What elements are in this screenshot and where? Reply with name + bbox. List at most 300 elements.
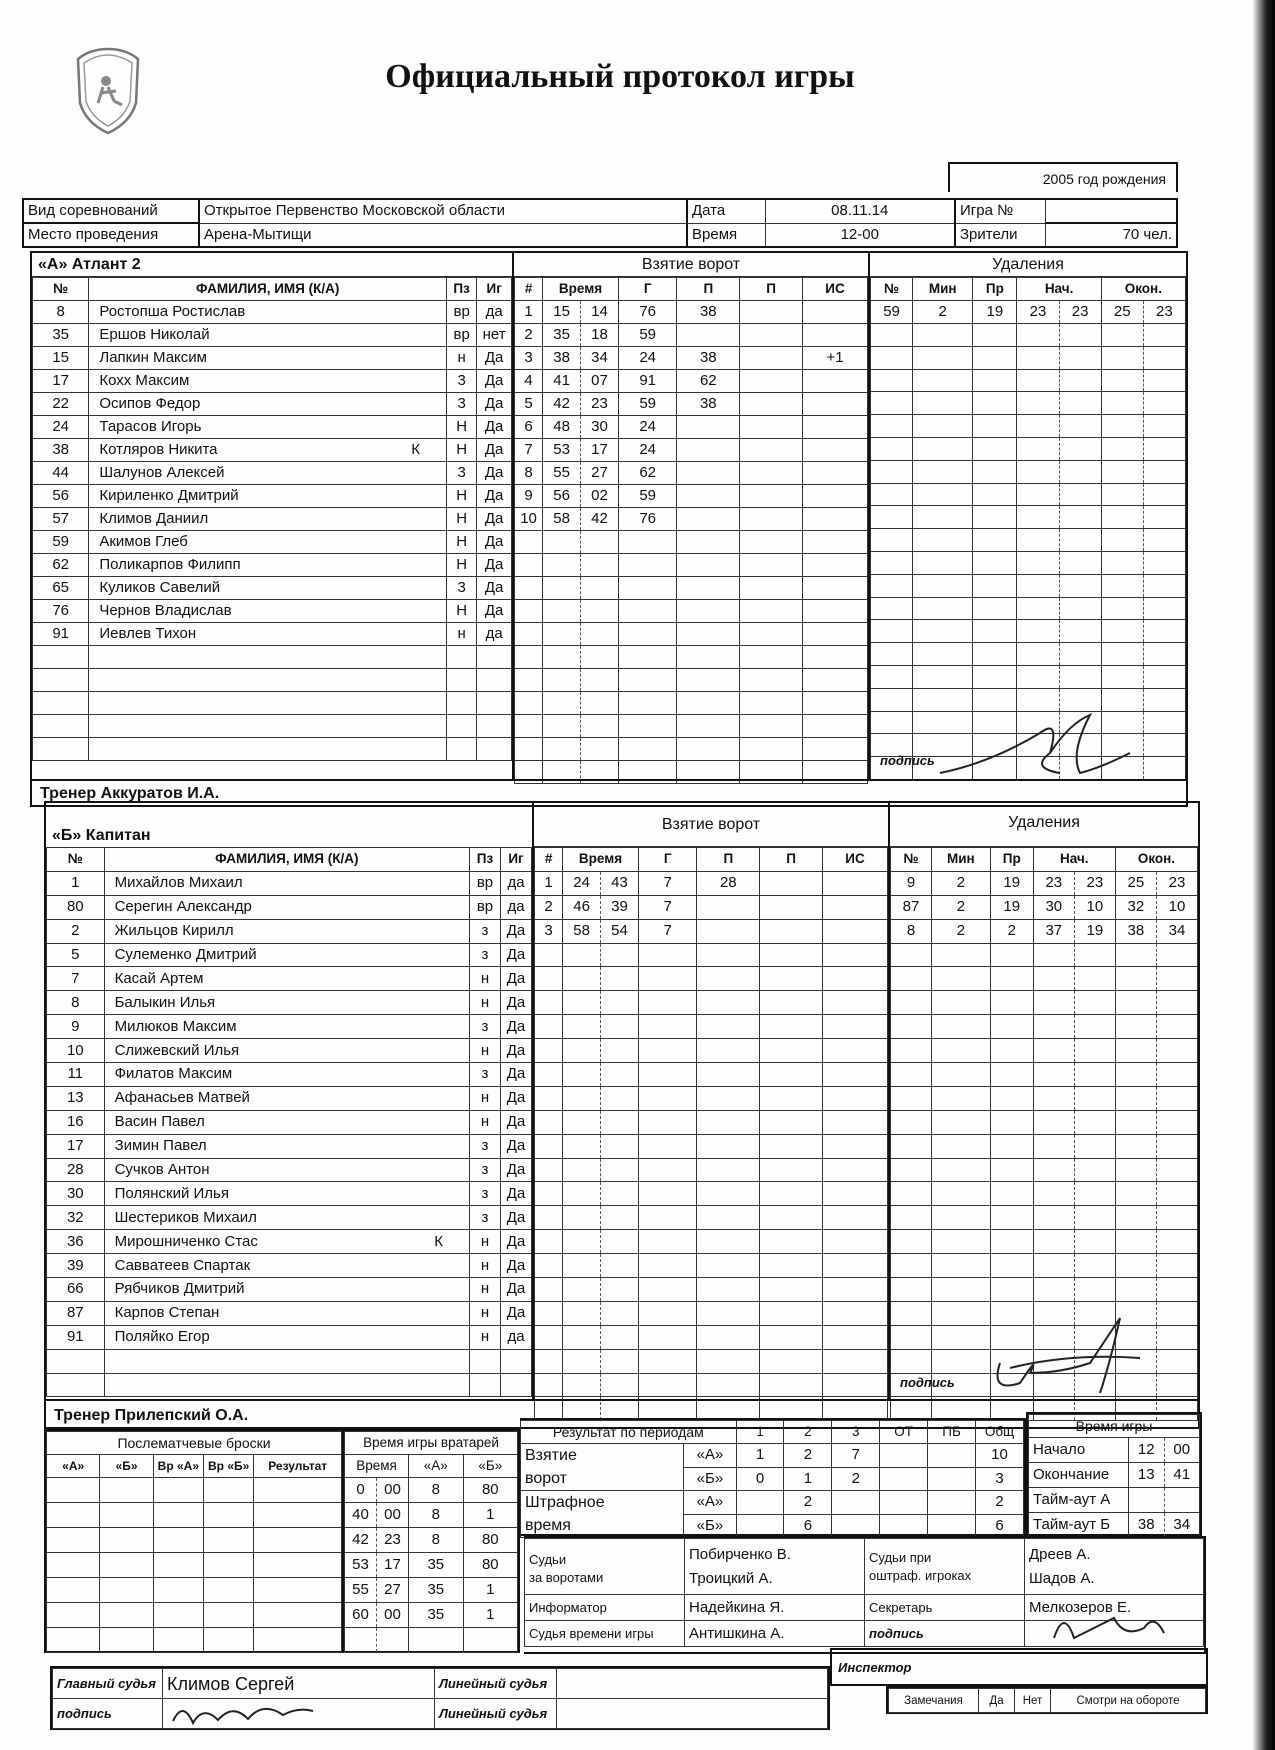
goalie-time-box xyxy=(344,1429,520,1653)
pen-number xyxy=(891,1325,932,1349)
pen-end-sec xyxy=(1156,1015,1197,1039)
table-row xyxy=(535,919,888,943)
table-row xyxy=(891,1230,1198,1254)
pen-number xyxy=(871,460,913,483)
team-a-goals xyxy=(512,253,868,779)
goals-col-1: Время xyxy=(563,848,639,872)
goalie-change-min: 42 xyxy=(345,1528,377,1553)
pen-start-sec xyxy=(1074,1039,1115,1063)
player-position: н xyxy=(446,623,476,646)
time-label: Время xyxy=(687,223,765,247)
goal-assist-1 xyxy=(677,485,740,508)
pen-reason: 19 xyxy=(990,895,1033,919)
table-row xyxy=(891,1182,1198,1206)
table-row xyxy=(33,692,512,715)
goal-scorer xyxy=(618,623,676,646)
goal-scorer xyxy=(618,531,676,554)
player-played xyxy=(477,646,512,669)
shootout-cell xyxy=(100,1478,153,1503)
player-position: вр xyxy=(446,324,476,347)
player-name xyxy=(104,871,469,895)
goal-second xyxy=(581,600,619,623)
pen-reason xyxy=(990,991,1033,1015)
pen-number xyxy=(871,597,913,620)
player-name xyxy=(104,1301,469,1325)
player-played: Да xyxy=(500,943,531,967)
pen-end-min xyxy=(1101,529,1143,552)
goal-minute xyxy=(563,1015,601,1039)
goal-second xyxy=(601,1086,639,1110)
table-row xyxy=(47,1528,342,1553)
shootout-cell xyxy=(47,1528,100,1553)
pen-start-sec xyxy=(1059,437,1101,460)
goal-assist-2 xyxy=(760,1110,823,1134)
pen-end-sec xyxy=(1156,1039,1197,1063)
pen-end-sec xyxy=(1143,620,1185,643)
player-played xyxy=(500,1373,531,1397)
table-row xyxy=(33,485,512,508)
goal-assist-2 xyxy=(740,715,803,738)
goal-assist-2 xyxy=(740,485,803,508)
pen-start-min xyxy=(1017,529,1059,552)
pen-minutes: 2 xyxy=(932,871,991,895)
player-number: 17 xyxy=(33,370,89,393)
player-number: 35 xyxy=(33,324,89,347)
table-row xyxy=(891,871,1198,895)
pen-start-min xyxy=(1017,597,1059,620)
shootout-cell xyxy=(100,1603,153,1628)
player-name xyxy=(89,301,447,324)
referee-sign-label: подпись xyxy=(53,1699,163,1729)
goalies-col-time: Время xyxy=(345,1455,409,1478)
player-number: 10 xyxy=(47,1039,105,1063)
player-name-text: Михайлов Михаил xyxy=(114,874,243,892)
goal-assist-2 xyxy=(740,623,803,646)
team-a-roster xyxy=(32,253,512,802)
pen-col-0: № xyxy=(891,848,932,872)
periods-value: 6 xyxy=(784,1514,832,1538)
goal-minute xyxy=(563,1373,601,1397)
player-number: 32 xyxy=(47,1206,105,1230)
informer-name: Надейкина Я. xyxy=(685,1595,865,1621)
pen-end-min: 25 xyxy=(1101,301,1143,324)
goal-scorer: 7 xyxy=(638,919,696,943)
periods-value: 7 xyxy=(832,1444,880,1468)
periods-row-label: ворот xyxy=(521,1467,684,1491)
player-number: 65 xyxy=(33,577,89,600)
goal-assist-2 xyxy=(740,439,803,462)
pen-minutes xyxy=(913,437,973,460)
goal-assist-1 xyxy=(697,967,760,991)
table-row xyxy=(47,1478,342,1503)
player-position: 3 xyxy=(446,393,476,416)
pen-reason xyxy=(973,324,1017,347)
player-name-text: Котляров Никита xyxy=(99,441,218,458)
pen-number xyxy=(871,620,913,643)
goal-situation: +1 xyxy=(802,347,867,370)
goal-assist-1 xyxy=(697,1182,760,1206)
goal-assist-2 xyxy=(740,577,803,600)
goal-second xyxy=(581,577,619,600)
pen-end-min xyxy=(1115,1206,1156,1230)
date-value: 08.11.14 xyxy=(765,199,955,223)
goal-minute: 15 xyxy=(543,301,581,324)
goal-assist-1 xyxy=(697,1278,760,1302)
goal-number: 8 xyxy=(515,462,543,485)
goal-scorer: 7 xyxy=(638,871,696,895)
table-row xyxy=(535,1301,888,1325)
pen-end-min xyxy=(1101,460,1143,483)
player-name xyxy=(89,393,447,416)
pen-end-min xyxy=(1101,665,1143,688)
goal-judge-2: Троицкий А. xyxy=(689,1569,773,1587)
player-name-text: Шестериков Михаил xyxy=(114,1208,257,1226)
goal-assist-1 xyxy=(697,895,760,919)
team-b-penalties xyxy=(888,803,1198,1399)
gametime-sec xyxy=(1164,1488,1200,1513)
pen-end-min xyxy=(1101,369,1143,392)
goal-assist-1 xyxy=(697,1349,760,1373)
goal-assist-1 xyxy=(677,623,740,646)
goal-assist-1 xyxy=(677,669,740,692)
pen-end-min xyxy=(1101,346,1143,369)
pen-reason xyxy=(990,1230,1033,1254)
pen-number xyxy=(871,437,913,460)
table-row xyxy=(515,301,868,324)
gametime-min: 13 xyxy=(1129,1463,1165,1488)
goal-minute: 42 xyxy=(543,393,581,416)
pen-minutes xyxy=(913,346,973,369)
pen-end-min xyxy=(1115,1254,1156,1278)
pen-start-min: 23 xyxy=(1033,871,1074,895)
pen-end-sec xyxy=(1143,643,1185,666)
goal-minute xyxy=(563,1158,601,1182)
goal-situation xyxy=(822,1278,887,1302)
roster-col-2: Пз xyxy=(446,278,476,301)
pen-end-sec xyxy=(1143,369,1185,392)
shootout-cell xyxy=(204,1478,254,1503)
pen-number xyxy=(891,967,932,991)
shootout-cell xyxy=(254,1503,342,1528)
shootout-col-3: Вр «Б» xyxy=(204,1455,254,1478)
periods-value xyxy=(880,1467,928,1491)
table-row xyxy=(871,369,1186,392)
pen-start-sec xyxy=(1059,415,1101,438)
remarks-no[interactable]: Нет xyxy=(1015,1689,1051,1713)
pen-col-3: Нач. xyxy=(1017,278,1101,301)
table-row xyxy=(345,1628,518,1653)
goalie-change-sec: 27 xyxy=(377,1578,409,1603)
shootout-cell xyxy=(204,1503,254,1528)
player-position: вр xyxy=(446,301,476,324)
pen-end-sec xyxy=(1156,1086,1197,1110)
pen-number xyxy=(891,1182,932,1206)
table-row xyxy=(515,692,868,715)
pen-start-sec xyxy=(1074,1254,1115,1278)
table-row xyxy=(871,437,1186,460)
player-position xyxy=(446,715,476,738)
goal-second: 18 xyxy=(581,324,619,347)
pen-end-sec xyxy=(1143,415,1185,438)
player-name-text: Поляйко Егор xyxy=(114,1328,210,1346)
periods-header xyxy=(521,1421,1024,1444)
goalies-title: Время игры вратарей xyxy=(345,1432,518,1455)
gametime-header xyxy=(1029,1415,1200,1438)
goal-minute xyxy=(543,715,581,738)
pen-end-min xyxy=(1115,1086,1156,1110)
goal-assist-2 xyxy=(760,967,823,991)
player-played: Да xyxy=(500,919,531,943)
player-played: да xyxy=(500,1325,531,1349)
goal-scorer xyxy=(638,991,696,1015)
player-position xyxy=(446,738,476,761)
pen-start-sec xyxy=(1074,1206,1115,1230)
pen-col-1: Мин xyxy=(913,278,973,301)
pen-minutes xyxy=(913,620,973,643)
pen-end-sec: 23 xyxy=(1156,871,1197,895)
table-row xyxy=(891,1039,1198,1063)
player-played: нет xyxy=(477,324,512,347)
shootout-cell xyxy=(204,1603,254,1628)
player-name xyxy=(89,324,447,347)
player-position: н xyxy=(469,1301,500,1325)
goal-assist-2 xyxy=(760,895,823,919)
player-played: Да xyxy=(500,967,531,991)
table-row xyxy=(33,301,512,324)
team-a-coach: Тренер Аккуратов И.А. xyxy=(40,785,220,802)
goalie-b-number: 80 xyxy=(463,1478,517,1503)
penalty-judges-values xyxy=(1025,1539,1204,1595)
goal-situation xyxy=(802,508,867,531)
player-played: да xyxy=(500,871,531,895)
goal-number xyxy=(515,531,543,554)
table-row xyxy=(515,531,868,554)
pen-start-min xyxy=(1033,943,1074,967)
goal-assist-2 xyxy=(740,301,803,324)
periods-pen-a xyxy=(521,1491,1024,1515)
table-row xyxy=(535,1230,888,1254)
table-row xyxy=(891,1134,1198,1158)
shootout-col-4: Результат xyxy=(254,1455,342,1478)
pen-start-sec xyxy=(1059,529,1101,552)
player-name-text: Жильцов Кирилл xyxy=(114,922,234,940)
table-row xyxy=(515,554,868,577)
player-position: з xyxy=(469,1015,500,1039)
goal-minute xyxy=(563,1325,601,1349)
pen-minutes xyxy=(913,392,973,415)
player-played: Да xyxy=(500,1134,531,1158)
player-number: 91 xyxy=(47,1325,105,1349)
goal-number xyxy=(535,1086,563,1110)
goal-minute xyxy=(543,738,581,761)
goal-situation xyxy=(802,301,867,324)
player-position: н xyxy=(469,1325,500,1349)
table-row xyxy=(871,460,1186,483)
goal-situation xyxy=(802,393,867,416)
goal-situation xyxy=(802,416,867,439)
table-row xyxy=(33,324,512,347)
player-played: Да xyxy=(500,1039,531,1063)
goal-assist-1 xyxy=(677,646,740,669)
pen-reason xyxy=(973,483,1017,506)
inspector-label: Инспектор xyxy=(838,1660,912,1675)
goal-second: 02 xyxy=(581,485,619,508)
goal-assist-2 xyxy=(760,991,823,1015)
player-position: з xyxy=(469,1158,500,1182)
periods-col-3: ОТ xyxy=(880,1421,928,1444)
table-row xyxy=(33,439,512,462)
goal-assist-1 xyxy=(677,577,740,600)
table-row xyxy=(47,1015,532,1039)
periods-value xyxy=(736,1491,784,1515)
goal-situation xyxy=(822,1206,887,1230)
pen-minutes: 2 xyxy=(913,301,973,324)
goal-assist-2 xyxy=(760,1254,823,1278)
pen-minutes xyxy=(913,688,973,711)
pen-reason xyxy=(990,1278,1033,1302)
pen-reason xyxy=(973,369,1017,392)
goal-judges-label-1: Судьи xyxy=(529,1551,567,1567)
shootout-col-0: «А» xyxy=(47,1455,100,1478)
pen-end-sec xyxy=(1156,1063,1197,1087)
table-row xyxy=(871,483,1186,506)
player-number: 8 xyxy=(33,301,89,324)
pen-start-sec xyxy=(1059,574,1101,597)
player-name-text: Кохх Максим xyxy=(99,372,190,389)
player-name-text: Акимов Глеб xyxy=(99,533,188,550)
pen-reason xyxy=(990,967,1033,991)
player-name-text: Афанасьев Матвей xyxy=(114,1089,250,1107)
pen-reason xyxy=(973,506,1017,529)
player-played: Да xyxy=(500,1278,531,1302)
player-name-text: Серегин Александр xyxy=(114,898,252,916)
goal-situation xyxy=(822,1110,887,1134)
goal-number xyxy=(515,715,543,738)
player-number: 62 xyxy=(33,554,89,577)
spectators-label: Зрители xyxy=(955,223,1045,247)
pen-number xyxy=(871,483,913,506)
scan-edge xyxy=(1253,0,1275,1750)
player-played xyxy=(500,1349,531,1373)
player-position: з xyxy=(469,1134,500,1158)
goal-number xyxy=(515,738,543,761)
player-position: з xyxy=(469,1063,500,1087)
player-number: 2 xyxy=(47,919,105,943)
player-name xyxy=(89,738,447,761)
goal-situation xyxy=(822,1230,887,1254)
shootout-cell xyxy=(100,1578,153,1603)
table-row xyxy=(891,1015,1198,1039)
goal-assist-1 xyxy=(697,1254,760,1278)
pen-header xyxy=(891,848,1198,872)
remarks-box xyxy=(886,1686,1208,1714)
pen-end-min xyxy=(1101,551,1143,574)
pen-end-sec xyxy=(1156,1110,1197,1134)
pen-number xyxy=(871,415,913,438)
pen-reason xyxy=(973,415,1017,438)
periods-value: 10 xyxy=(976,1444,1024,1468)
pen-start-min xyxy=(1033,1086,1074,1110)
player-played: Да xyxy=(477,439,512,462)
player-position xyxy=(469,1373,500,1397)
pen-start-min xyxy=(1017,369,1059,392)
secretary-sign-label: подпись xyxy=(865,1621,1025,1647)
shootout-box xyxy=(44,1429,344,1653)
table-row xyxy=(515,485,868,508)
pen-start-sec xyxy=(1074,967,1115,991)
goal-minute xyxy=(563,1254,601,1278)
table-row xyxy=(871,324,1186,347)
player-name-text: Полянский Илья xyxy=(114,1184,229,1202)
goal-assist-2 xyxy=(760,1134,823,1158)
goal-number xyxy=(515,600,543,623)
pen-start-sec: 23 xyxy=(1059,301,1101,324)
pen-number xyxy=(871,711,913,734)
table-row xyxy=(871,665,1186,688)
shootout-cell xyxy=(47,1478,100,1503)
table-row xyxy=(891,895,1198,919)
goal-minute xyxy=(563,1206,601,1230)
goal-scorer xyxy=(618,600,676,623)
goal-assist-1: 28 xyxy=(697,871,760,895)
shootout-title: Послематчевые броски xyxy=(47,1432,342,1455)
team-b-coach: Тренер Прилепский О.А. xyxy=(54,1407,249,1424)
goal-assist-2 xyxy=(740,738,803,761)
pen-end-sec xyxy=(1143,483,1185,506)
goal-scorer xyxy=(618,554,676,577)
pen-header xyxy=(871,278,1186,301)
player-played: Да xyxy=(500,1086,531,1110)
linesman-1-label: Линейный судья xyxy=(435,1669,557,1699)
pen-start-sec: 19 xyxy=(1074,919,1115,943)
goal-number: 6 xyxy=(515,416,543,439)
shootout-col-1: «Б» xyxy=(100,1455,153,1478)
pen-number xyxy=(891,1110,932,1134)
pen-col-1: Мин xyxy=(932,848,991,872)
goal-assist-2 xyxy=(740,646,803,669)
goal-judges-label xyxy=(525,1539,685,1595)
player-name xyxy=(89,508,447,531)
goal-number xyxy=(535,1230,563,1254)
periods-value: 0 xyxy=(736,1467,784,1491)
pen-minutes xyxy=(913,574,973,597)
goalie-change-min: 53 xyxy=(345,1553,377,1578)
pen-reason xyxy=(973,437,1017,460)
goal-second: 17 xyxy=(581,439,619,462)
pen-start-min xyxy=(1017,324,1059,347)
remarks-yes[interactable]: Да xyxy=(979,1689,1015,1713)
player-name-text: Лапкин Максим xyxy=(99,349,207,366)
pen-minutes xyxy=(913,506,973,529)
pen-start-min xyxy=(1017,688,1059,711)
shootout-cell xyxy=(204,1628,254,1653)
goal-situation xyxy=(822,1039,887,1063)
pen-end-min xyxy=(1115,1182,1156,1206)
player-name xyxy=(104,1182,469,1206)
roster-header xyxy=(33,278,512,301)
player-played: да xyxy=(477,623,512,646)
pen-start-sec xyxy=(1074,1182,1115,1206)
goal-second xyxy=(601,1039,639,1063)
table-row xyxy=(515,347,868,370)
goal-situation xyxy=(802,485,867,508)
referee-sign xyxy=(163,1699,435,1729)
pen-end-min xyxy=(1115,1230,1156,1254)
goal-second xyxy=(581,669,619,692)
pen-start-sec: 10 xyxy=(1074,895,1115,919)
timekeeper-name: Антишкина А. xyxy=(685,1621,865,1647)
goal-situation xyxy=(822,1349,887,1373)
